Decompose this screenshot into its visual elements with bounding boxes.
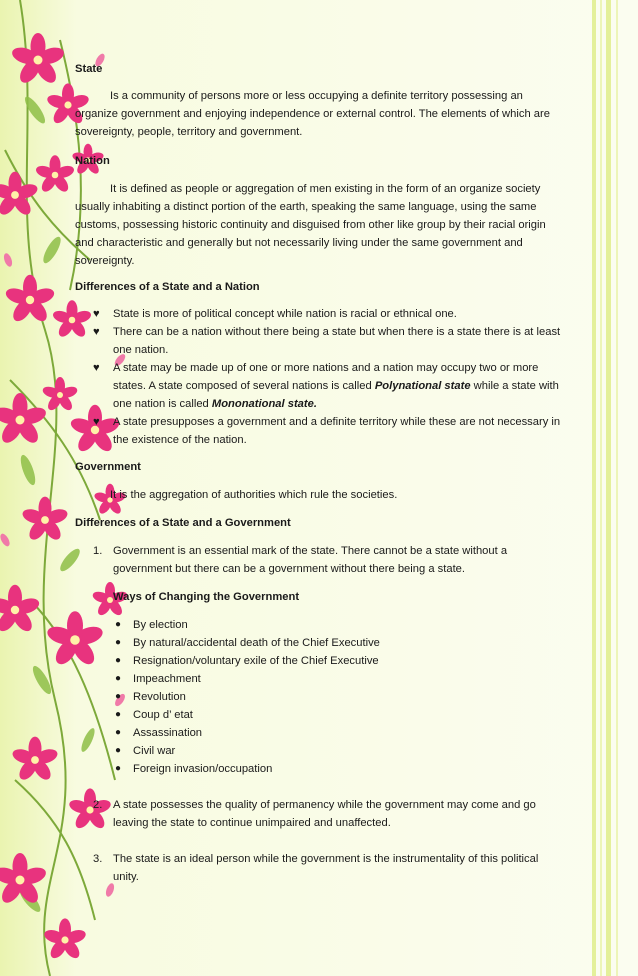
- bullet-dot-icon: ●: [115, 691, 122, 702]
- heading-nation: Nation: [75, 155, 110, 167]
- bullet-dot-icon: ●: [115, 655, 122, 666]
- heading-differences-state-government: Differences of a State and a Government: [75, 517, 291, 529]
- heart-bullet-icon: ♥: [93, 416, 100, 428]
- government-definition: It is the aggregation of authorities which rule the societies.: [110, 489, 398, 501]
- bullet-dot-icon: ●: [115, 709, 122, 720]
- heart-bullet-icon: ♥: [93, 362, 100, 374]
- bullet-dot-icon: ●: [115, 637, 122, 648]
- bullet-dot-icon: ●: [115, 619, 122, 630]
- list-item: ● Impeachment: [115, 670, 201, 688]
- list-item: ● Assassination: [115, 724, 202, 742]
- heading-state: State: [75, 63, 103, 75]
- bullet-dot-icon: ●: [115, 763, 122, 774]
- heading-differences-state-nation: Differences of a State and a Nation: [75, 281, 260, 293]
- list-item: ♥ State is more of political concept while nation is racial or ethnical one.: [93, 305, 565, 323]
- heading-government: Government: [75, 461, 141, 473]
- heart-bullet-icon: ♥: [93, 308, 100, 320]
- list-item: ● Resignation/voluntary exile of the Chief Executive: [115, 652, 379, 670]
- bullet-dot-icon: ●: [115, 745, 122, 756]
- nation-definition: It is defined as people or aggregation of men existing in the form of an organize society usually inhabiting a distinct portion of the earth, speaking the same language, using the same customs, possessing historic continuity and disguised from other like group by their racial origin and characteristic and generally but not necessarily living under the same government and sovereignty.: [75, 183, 546, 267]
- state-definition: Is a community of persons more or less occupying a definite territory possessing an organize government and enjoying independence or external control. The elements of which are sovereignty, people, territory and government.: [75, 90, 550, 138]
- bullet-dot-icon: ●: [115, 727, 122, 738]
- heart-bullet-icon: ♥: [93, 326, 100, 338]
- list-item: ♥ A state may be made up of one or more nations and a nation may occupy two or more states. A state composed of several nations is called Polynational state while a state with one nation is called Mononational state.: [93, 359, 565, 413]
- term-mononational-state: Mononational state.: [211, 398, 317, 410]
- numbered-item: 3. The state is an ideal person while the government is the instrumentality of this political unity.: [93, 853, 539, 883]
- list-item: ● By election: [115, 616, 188, 634]
- heading-ways-changing-government: Ways of Changing the Government: [113, 591, 300, 603]
- list-item: ● Revolution: [115, 688, 186, 706]
- list-item: ♥ A state presupposes a government and a definite territory while these are not necessary in the existence of the nation.: [93, 413, 565, 449]
- list-item: ● Civil war: [115, 742, 175, 760]
- list-item: ● Coup d’ etat: [115, 706, 193, 724]
- list-item: ♥ There can be a nation without there being a state but when there is a state there is at least one nation.: [93, 323, 565, 359]
- list-item: ● Foreign invasion/occupation: [115, 760, 272, 778]
- term-polynational-state: Polynational state: [374, 380, 471, 392]
- bullet-dot-icon: ●: [115, 673, 122, 684]
- numbered-item: 1. Government is an essential mark of the state. There cannot be a state without a government but there can be a government without there being a state.: [93, 545, 508, 575]
- list-item: ● By natural/accidental death of the Chief Executive: [115, 634, 380, 652]
- numbered-item: 2. A state possesses the quality of permanency while the government may come and go leaving the state to continue unimpaired and unaffected.: [93, 799, 536, 829]
